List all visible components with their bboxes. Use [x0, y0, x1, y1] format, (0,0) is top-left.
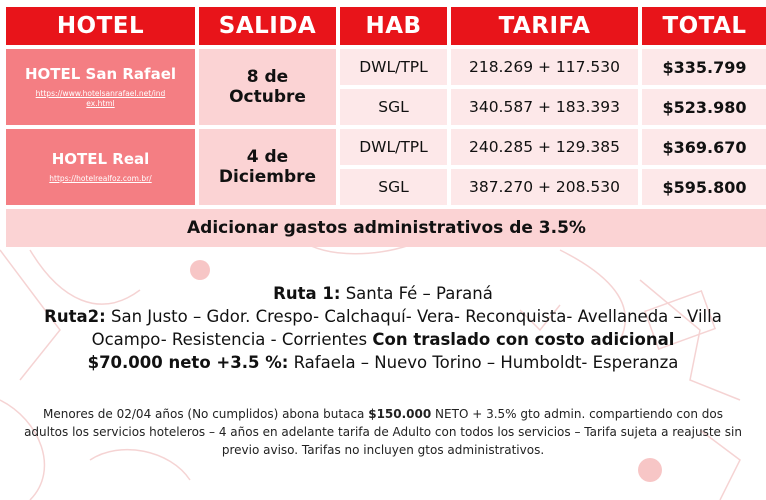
total-cell: $523.980: [642, 89, 766, 125]
tarifa-cell: 387.270 + 208.530: [451, 169, 638, 205]
footnote-price: $150.000: [368, 407, 432, 421]
hotel-link[interactable]: https://hotelrealfoz.com.br/: [49, 174, 152, 183]
hotel-link[interactable]: https://www.hotelsanrafael.net/index.html: [35, 89, 166, 108]
tarifa-cell: 340.587 + 183.393: [451, 89, 638, 125]
salida-month: Diciembre: [218, 167, 317, 187]
footnote-part2: NETO + 3.5% gto admin. compartiendo con dos adultos los servicios hoteleros – 4 años en adelante tarifa de Adulto con todos los servicios – Tarifa sujeta a reajuste sin previo aviso. Tarifas no incluyen gtos administrativos.: [24, 407, 742, 457]
route-1-text: Santa Fé – Paraná: [340, 284, 493, 303]
hab-cell: SGL: [340, 169, 447, 205]
hab-cell: DWL/TPL: [340, 129, 447, 165]
footnote: [0, 405, 766, 459]
hotel-cell-real: [6, 129, 195, 205]
hab-cell: SGL: [340, 89, 447, 125]
total-cell: $595.800: [642, 169, 766, 205]
table-row: [6, 49, 766, 85]
salida-day: 8 de: [246, 67, 289, 87]
admin-note-row: [6, 209, 766, 247]
salida-cell: [199, 49, 336, 125]
route-2-text: San Justo – Gdor. Crespo- Calchaquí- Vera- Reconquista- Avellaneda – Villa Ocampo- Resistencia - Corrientes: [91, 307, 722, 349]
tarifa-cell: 240.285 + 129.385: [451, 129, 638, 165]
header-hotel: HOTEL: [6, 7, 195, 45]
tarifa-cell: 218.269 + 117.530: [451, 49, 638, 85]
table-header-row: [6, 7, 766, 45]
salida-day: 4 de: [246, 147, 289, 167]
footnote-part1: Menores de 02/04 años (No cumplidos) abona butaca: [43, 407, 369, 421]
total-cell: $335.799: [642, 49, 766, 85]
salida-month: Octubre: [229, 87, 306, 107]
route-2-tail: Rafaela – Nuevo Torino – Humboldt- Esperanza: [288, 353, 679, 372]
header-tarifa: TARIFA: [451, 7, 638, 45]
route-2: [0, 305, 766, 374]
header-total: TOTAL: [642, 7, 766, 45]
hab-cell: DWL/TPL: [340, 49, 447, 85]
header-hab: HAB: [340, 7, 447, 45]
admin-note: Adicionar gastos administrativos de 3.5%: [6, 209, 766, 247]
route-2-price: $70.000 neto +3.5 %:: [87, 353, 289, 372]
route-2-transfer-note: Con traslado con costo adicional: [372, 330, 675, 349]
hotel-name: HOTEL San Rafael: [24, 65, 177, 83]
route-1: [0, 282, 766, 305]
rates-table: [2, 3, 766, 251]
salida-cell: [199, 129, 336, 205]
hotel-name: HOTEL Real: [51, 150, 150, 168]
header-salida: SALIDA: [199, 7, 336, 45]
hotel-cell-san-rafael: [6, 49, 195, 125]
total-cell: $369.670: [642, 129, 766, 165]
route-1-label: Ruta 1:: [273, 284, 341, 303]
table-row: [6, 129, 766, 165]
routes-section: [0, 282, 766, 374]
route-2-label: Ruta2:: [44, 307, 106, 326]
